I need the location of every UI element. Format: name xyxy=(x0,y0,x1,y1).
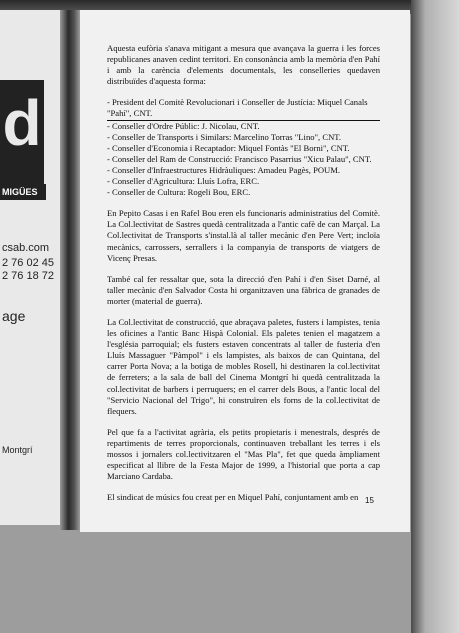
paragraph-construction: La Col.lectivitat de construcció, que abraçava paletes, fusters i lampistes, tenia les oficines a l'antic Banc Hispà Colonial. Els paletes tenien el magatzem a l'església parroquial; els fusters estaven concentrats al taller de fusteria d'en Lluís Massaguer "Pàmpol" i els lampistes, als baixos de can Quintana, del carrer Porta Nova; a la botiga de mobles Rosell, hi destinaren la col.lectivitat de ferreters; a la sala de ball del Cinema Montgrí hi quedà centralitzada la col.lectivitat de barbers i perruquers; en el carrer dels Bous, a l'antic local del "Servicio Nacional del Trigo", hi construïren els forns de la col.lectivitat de flequers. xyxy=(107,316,380,416)
councils-list xyxy=(107,97,380,198)
paragraph-mortar-factory: També cal fer ressaltar que, sota la direcció d'en Pahí i d'en Siset Darné, al taller mecànic d'en Salvador Costa hi organitzaven una fàbrica de granades de morter (material de guerra). xyxy=(107,273,380,306)
advert-band: MIGÜES xyxy=(0,184,46,200)
council-item: - Conseller d'Agricultura: Lluís Lofra, ERC. xyxy=(107,176,260,187)
council-item: - Conseller del Ram de Construcció: Francisco Pasarrius "Xicu Palau", CNT. xyxy=(107,153,372,164)
advert-phone-1: 2 76 02 45 xyxy=(2,257,54,269)
advert-web: csab.com xyxy=(2,242,50,254)
council-item: - Conseller d'Ordre Públic: J. Nicolau, CNT. xyxy=(107,120,260,131)
paragraph-musicians: El sindicat de músics fou creat per en Miquel Pahí, conjuntament amb en xyxy=(107,492,359,503)
advert-footer: Montgrí xyxy=(2,445,33,455)
advert-logo-letter: d xyxy=(2,87,42,159)
facing-page xyxy=(0,10,64,525)
paragraph-officials: En Pepito Casas i en Rafel Bou eren els funcionaris administratius del Comitè. La Col.lectivitat de Sastres quedà centralitzada a l'antic cafè de can Marçal. La Col.lectivitat de Transports s'instal.là al taller mecànic d'en Pere Vert; incloïa mecànics, carrossers, serrallers i la companyia de transports de viatgers de Vicenç Presas. xyxy=(107,208,380,263)
council-item: - Conseller d'Economia i Recaptador: Miquel Fontàs "El Borni", CNT. xyxy=(107,142,350,153)
council-item: - Conseller de Cultura: Rogeli Bou, ERC. xyxy=(107,187,251,198)
advert-word: age xyxy=(2,308,26,324)
intro-paragraph: Aquesta eufòria s'anava mitigant a mesura que avançava la guerra i les forces republicanes anaven cedint territori. En consonància amb la memòria d'en Pahí i amb la carència d'elements documentals, les conselleries quedaven distribuïdes d'aquesta forma: xyxy=(107,43,380,87)
scanner-bottom-area xyxy=(0,523,459,633)
council-item: - President del Comitè Revolucionari i Conseller de Justícia: Miquel Canals "Pahí", CNT. xyxy=(107,97,380,120)
scanner-right-border xyxy=(411,0,459,633)
council-item: - Conseller de Transports i Similars: Marcelino Torras "Lino", CNT. xyxy=(107,131,342,142)
page-number: 15 xyxy=(365,496,374,505)
council-item: - Conseller d'Infraestructures Hidràuliques: Amadeu Pagès, POUM. xyxy=(107,164,341,175)
paragraph-agriculture: Pel que fa a l'activitat agrària, els petits propietaris i menestrals, després de repartiments de terres proporcionals, continuaven treballant les terres i els mossos i jornalers col.lectivitzaren el "Mas Pla", fet que queda àmpliament especificat al llibre de la Festa Major de 1999, a l'historial que porta a cap Marciano Cardaba. xyxy=(107,426,380,482)
book-page xyxy=(80,10,410,532)
page-content xyxy=(107,43,380,513)
advert-phone-2: 2 76 18 72 xyxy=(2,270,54,282)
